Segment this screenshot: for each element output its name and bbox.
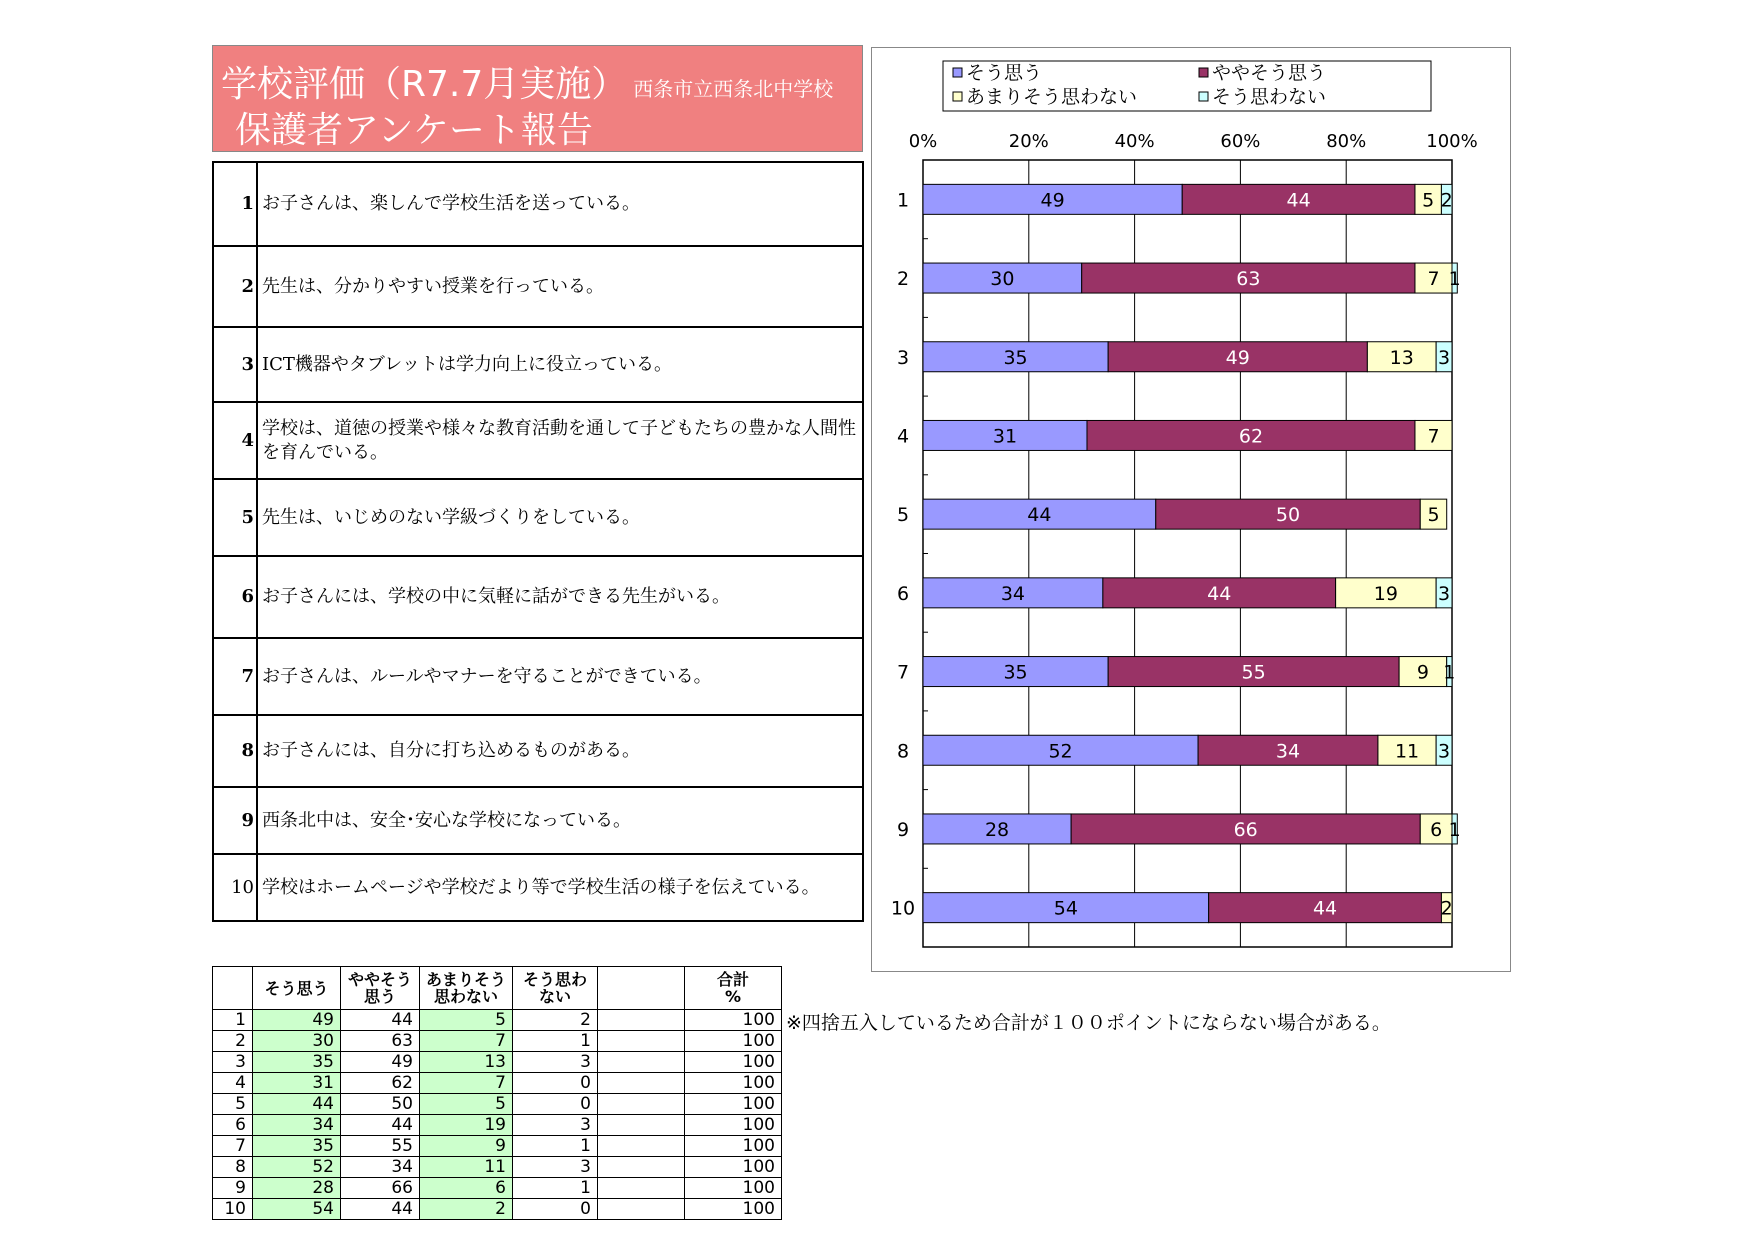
summary-row <box>213 1157 782 1178</box>
summary-row-number: 4 <box>213 1073 253 1094</box>
question-row <box>213 402 863 479</box>
summary-cell: 9 <box>420 1136 513 1157</box>
header-line: % <box>724 987 742 1006</box>
data-label: 3 <box>1438 740 1451 763</box>
summary-cell: 0 <box>513 1073 598 1094</box>
summary-cell: 100 <box>685 1136 782 1157</box>
data-label: 63 <box>1236 268 1261 291</box>
summary-row <box>213 1199 782 1220</box>
summary-cell: 100 <box>685 1178 782 1199</box>
question-text: お子さんは、ルールやマナーを守ることができている。 <box>257 638 863 715</box>
question-number: 6 <box>213 556 257 638</box>
x-tick-label: 60% <box>1220 131 1261 152</box>
data-label: 1 <box>1448 268 1461 291</box>
header-line: あまりそう <box>425 970 506 989</box>
summary-cell: 30 <box>253 1031 341 1052</box>
question-number: 3 <box>213 327 257 402</box>
question-row <box>213 787 863 854</box>
summary-cell-empty <box>598 1136 685 1157</box>
summary-cell-empty <box>598 1052 685 1073</box>
data-label: 49 <box>1225 346 1250 369</box>
legend-label: ややそう思う <box>1212 62 1327 84</box>
summary-row-number: 2 <box>213 1031 253 1052</box>
summary-row <box>213 1031 782 1052</box>
summary-cell: 44 <box>341 1010 420 1031</box>
summary-cell: 100 <box>685 1073 782 1094</box>
summary-cell: 44 <box>341 1115 420 1136</box>
data-label: 44 <box>1027 504 1052 527</box>
summary-cell: 62 <box>341 1073 420 1094</box>
school-name: 西条市立西条北中学校 <box>633 77 834 101</box>
summary-cell: 49 <box>341 1052 420 1073</box>
question-row <box>213 715 863 787</box>
summary-row-number: 8 <box>213 1157 253 1178</box>
x-tick-label: 40% <box>1114 131 1155 152</box>
question-text: 先生は、いじめのない学級づくりをしている。 <box>257 479 863 556</box>
summary-cell: 13 <box>420 1052 513 1073</box>
question-row <box>213 638 863 715</box>
question-number: 2 <box>213 246 257 327</box>
data-label: 34 <box>1000 582 1026 605</box>
summary-cell: 0 <box>513 1094 598 1115</box>
header-line: 思わない <box>433 987 498 1006</box>
data-label: 11 <box>1394 740 1420 763</box>
summary-cell: 3 <box>513 1157 598 1178</box>
question-text: お子さんは、楽しんで学校生活を送っている。 <box>257 162 863 246</box>
category-label: 9 <box>896 818 910 841</box>
legend-swatch <box>953 68 962 77</box>
summary-row-number: 7 <box>213 1136 253 1157</box>
data-label: 7 <box>1427 425 1440 448</box>
data-label: 5 <box>1422 189 1435 212</box>
legend-swatch <box>953 92 962 101</box>
data-label: 50 <box>1275 504 1301 527</box>
question-number: 8 <box>213 715 257 787</box>
question-row <box>213 854 863 921</box>
summary-cell: 44 <box>341 1199 420 1220</box>
data-label: 44 <box>1312 897 1338 920</box>
category-label: 8 <box>896 740 910 763</box>
question-row <box>213 556 863 638</box>
summary-cell: 5 <box>420 1094 513 1115</box>
summary-header-not-much <box>420 967 513 1010</box>
summary-cell: 7 <box>420 1073 513 1094</box>
x-tick-label: 0% <box>908 131 938 152</box>
summary-row <box>213 1073 782 1094</box>
category-label: 6 <box>896 582 910 605</box>
question-number: 5 <box>213 479 257 556</box>
summary-row <box>213 1094 782 1115</box>
category-label: 1 <box>896 189 910 212</box>
rounding-note: ※四捨五入しているため合計が１００ポイントにならない場合がある。 <box>786 1012 1391 1034</box>
question-text: お子さんには、学校の中に気軽に話ができる先生がいる。 <box>257 556 863 638</box>
summary-cell: 100 <box>685 1052 782 1073</box>
summary-cell: 3 <box>513 1052 598 1073</box>
title-main-line <box>221 56 833 107</box>
summary-cell-empty <box>598 1031 685 1052</box>
summary-cell: 66 <box>341 1178 420 1199</box>
summary-cell: 35 <box>253 1136 341 1157</box>
summary-table <box>212 966 782 1220</box>
data-label: 52 <box>1048 740 1073 763</box>
question-row <box>213 479 863 556</box>
question-text: 先生は、分かりやすい授業を行っている。 <box>257 246 863 327</box>
summary-cell-empty <box>598 1115 685 1136</box>
data-label: 3 <box>1438 582 1451 605</box>
summary-row <box>213 1136 782 1157</box>
summary-cell: 52 <box>253 1157 341 1178</box>
summary-row-number: 10 <box>213 1199 253 1220</box>
summary-cell: 7 <box>420 1031 513 1052</box>
legend-swatch <box>1199 68 1208 77</box>
question-number: 9 <box>213 787 257 854</box>
question-number: 10 <box>213 854 257 921</box>
summary-cell-empty <box>598 1157 685 1178</box>
report-title-box <box>212 45 863 152</box>
summary-header-agree: そう思う <box>253 967 341 1010</box>
summary-cell-empty <box>598 1199 685 1220</box>
summary-cell: 100 <box>685 1157 782 1178</box>
summary-header-total <box>685 967 782 1010</box>
summary-row-number: 5 <box>213 1094 253 1115</box>
summary-cell: 54 <box>253 1199 341 1220</box>
legend-swatch <box>1199 92 1208 101</box>
header-line: ややそう <box>347 970 412 989</box>
question-text: 学校は、道徳の授業や様々な教育活動を通して子どもたちの豊かな人間性を育んでいる。 <box>257 402 863 479</box>
summary-cell: 34 <box>253 1115 341 1136</box>
legend-label: そう思わない <box>1212 86 1327 108</box>
data-label: 54 <box>1053 897 1078 920</box>
question-number: 7 <box>213 638 257 715</box>
summary-cell: 34 <box>341 1157 420 1178</box>
summary-cell: 100 <box>685 1010 782 1031</box>
summary-row <box>213 1115 782 1136</box>
stacked-bar-chart <box>871 47 1511 972</box>
summary-cell: 63 <box>341 1031 420 1052</box>
data-label: 13 <box>1389 346 1414 369</box>
data-label: 9 <box>1416 661 1429 684</box>
question-row <box>213 327 863 402</box>
data-label: 28 <box>984 818 1010 841</box>
summary-cell: 2 <box>420 1199 513 1220</box>
data-label: 19 <box>1373 582 1398 605</box>
summary-cell: 19 <box>420 1115 513 1136</box>
summary-cell: 50 <box>341 1094 420 1115</box>
summary-row-number: 6 <box>213 1115 253 1136</box>
category-label: 2 <box>896 268 910 291</box>
category-label: 7 <box>896 661 910 684</box>
summary-cell: 100 <box>685 1199 782 1220</box>
summary-cell: 6 <box>420 1178 513 1199</box>
summary-cell: 28 <box>253 1178 341 1199</box>
summary-cell: 2 <box>513 1010 598 1031</box>
summary-row-number: 3 <box>213 1052 253 1073</box>
data-label: 62 <box>1238 425 1264 448</box>
summary-cell: 49 <box>253 1010 341 1031</box>
question-text: お子さんには、自分に打ち込めるものがある。 <box>257 715 863 787</box>
data-label: 44 <box>1286 189 1311 212</box>
data-label: 34 <box>1275 740 1301 763</box>
summary-cell: 44 <box>253 1094 341 1115</box>
category-label: 4 <box>896 425 910 448</box>
summary-cell: 1 <box>513 1031 598 1052</box>
legend-label: そう思う <box>966 62 1043 84</box>
summary-header-disagree <box>513 967 598 1010</box>
report-title: 学校評価（R7.7月実施） <box>221 64 628 105</box>
data-label: 5 <box>1427 504 1440 527</box>
question-text: ICT機器やタブレットは学力向上に役立っている。 <box>257 327 863 402</box>
summary-cell: 3 <box>513 1115 598 1136</box>
legend-label: あまりそう思わない <box>966 86 1138 108</box>
summary-cell: 100 <box>685 1115 782 1136</box>
header-line: そう思わ <box>522 970 587 989</box>
summary-row <box>213 1052 782 1073</box>
data-label: 7 <box>1427 268 1440 291</box>
data-label: 30 <box>990 268 1015 291</box>
summary-row <box>213 1178 782 1199</box>
x-tick-label: 20% <box>1008 131 1049 152</box>
summary-cell-empty <box>598 1178 685 1199</box>
summary-cell: 0 <box>513 1199 598 1220</box>
summary-header-somewhat-agree <box>341 967 420 1010</box>
summary-header-row <box>213 967 782 1010</box>
summary-row-number: 9 <box>213 1178 253 1199</box>
data-label: 49 <box>1040 189 1065 212</box>
data-label: 35 <box>1003 346 1028 369</box>
data-label: 55 <box>1241 661 1266 684</box>
summary-cell-empty <box>598 1094 685 1115</box>
data-label: 6 <box>1430 818 1443 841</box>
questions-table <box>212 161 864 922</box>
x-tick-label: 80% <box>1326 131 1367 152</box>
summary-row-number: 1 <box>213 1010 253 1031</box>
question-number: 1 <box>213 162 257 246</box>
data-label: 35 <box>1003 661 1028 684</box>
data-label: 44 <box>1207 582 1232 605</box>
data-label: 1 <box>1448 818 1461 841</box>
summary-cell: 5 <box>420 1010 513 1031</box>
question-text: 西条北中は、安全･安心な学校になっている。 <box>257 787 863 854</box>
data-label: 2 <box>1440 189 1453 212</box>
category-label: 3 <box>896 346 910 369</box>
summary-header-blank <box>213 967 253 1010</box>
x-tick-label: 100% <box>1426 131 1478 152</box>
question-row <box>213 246 863 327</box>
summary-cell: 1 <box>513 1136 598 1157</box>
category-label: 10 <box>890 897 916 920</box>
category-label: 5 <box>896 504 910 527</box>
data-label: 3 <box>1438 346 1451 369</box>
summary-cell: 35 <box>253 1052 341 1073</box>
header-line: 思う <box>363 987 396 1006</box>
data-label: 2 <box>1440 897 1453 920</box>
question-text: 学校はホームページや学校だより等で学校生活の様子を伝えている。 <box>257 854 863 921</box>
summary-row <box>213 1010 782 1031</box>
summary-cell-empty <box>598 1073 685 1094</box>
header-line: ない <box>538 987 571 1006</box>
summary-cell: 31 <box>253 1073 341 1094</box>
summary-cell: 11 <box>420 1157 513 1178</box>
data-label: 31 <box>992 425 1018 448</box>
summary-header-empty <box>598 967 685 1010</box>
header-line: 合計 <box>716 970 749 989</box>
summary-cell: 100 <box>685 1031 782 1052</box>
question-number: 4 <box>213 402 257 479</box>
question-row <box>213 162 863 246</box>
data-label: 1 <box>1443 661 1456 684</box>
data-label: 66 <box>1233 818 1258 841</box>
summary-cell-empty <box>598 1010 685 1031</box>
summary-cell: 1 <box>513 1178 598 1199</box>
summary-cell: 55 <box>341 1136 420 1157</box>
report-subtitle: 保護者アンケート報告 <box>235 110 593 151</box>
summary-cell: 100 <box>685 1094 782 1115</box>
